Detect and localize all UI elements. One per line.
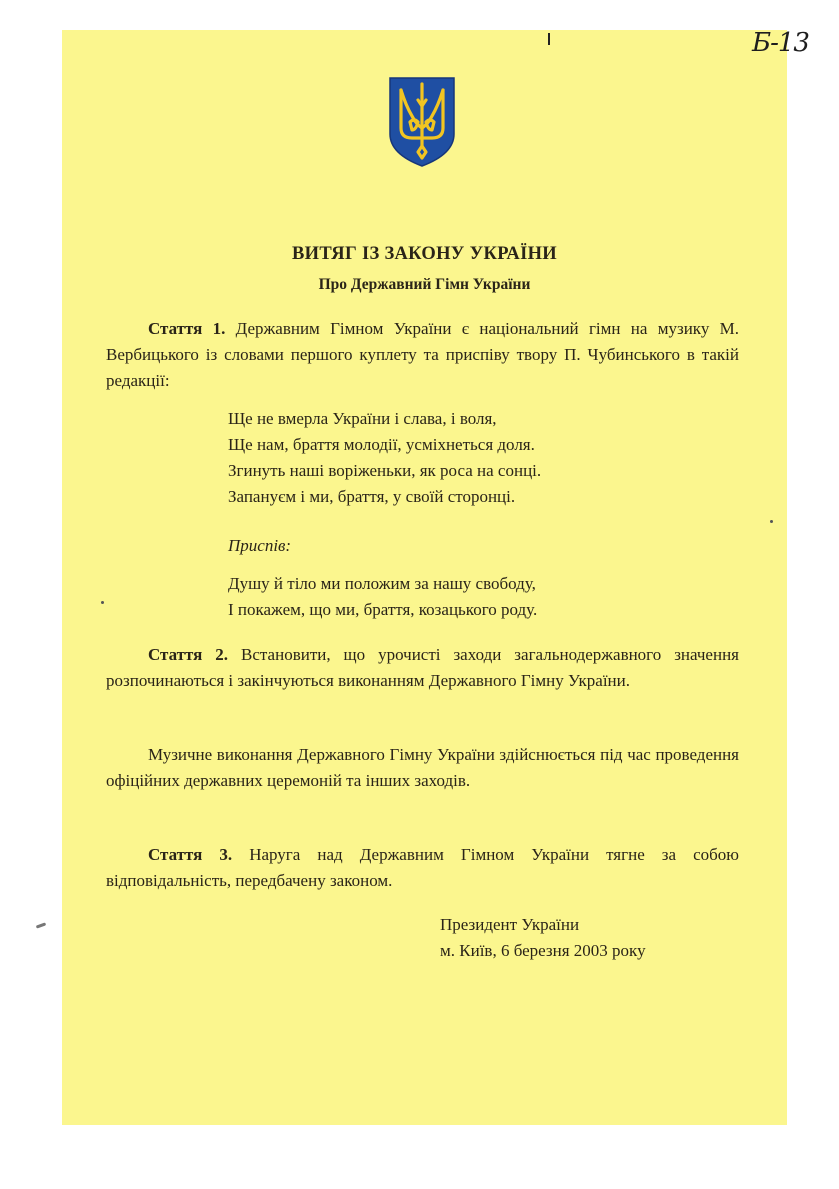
article-1-label: Стаття 1.	[148, 319, 226, 338]
article-3-paragraph	[106, 842, 739, 894]
refrain-label: Приспів:	[228, 536, 292, 555]
verse-line: Ще не вмерла України і слава, і воля,	[228, 409, 497, 428]
article-2-label: Стаття 2.	[148, 645, 229, 664]
article-3-text: Наруга над Державним Гімном України тягне за собою відповідальність, передбачену законом.	[106, 845, 739, 890]
anthem-verse	[228, 406, 708, 510]
verse-line: Згинуть наші воріженьки, як роса на сонці.	[228, 461, 542, 480]
document-subtitle: Про Державний Гімн України	[318, 276, 531, 293]
verse-line: Ще нам, браття молодії, усміхнеться доля.	[228, 435, 535, 454]
article-2-text: Встановити, що урочисті заходи загальнодержавного значення розпочинаються і закінчуються виконанням Державного Гімну України.	[106, 645, 739, 690]
article-1-text: Державним Гімном України є національний гімн на музику М. Вербицького із словами першого куплету та приспіву твору П. Чубинського в такій редакції:	[106, 319, 739, 390]
anthem-refrain	[228, 571, 708, 623]
document-title: ВИТЯГ ІЗ ЗАКОНУ УКРАЇНИ	[292, 244, 557, 264]
article-2-paragraph	[106, 642, 739, 694]
refrain-line: Душу й тіло ми положим за нашу свободу,	[228, 574, 536, 593]
signature-block	[440, 912, 646, 964]
article-1-paragraph	[106, 316, 739, 394]
refrain-line: І покажем, що ми, браття, козацького роду.	[228, 600, 538, 619]
article-2-second-text: Музичне виконання Державного Гімну України здійснюється під час проведення офіційних державних церемоній та інших заходів.	[106, 745, 739, 790]
signature-title: Президент України	[440, 915, 580, 934]
scan-mark	[36, 922, 46, 928]
page-mark-handwritten: Б-13	[752, 28, 809, 58]
verse-line: Запануєм і ми, браття, у своїй сторонці.	[228, 487, 516, 506]
article-2-second-paragraph	[106, 742, 739, 794]
scan-speck	[101, 601, 104, 604]
signature-place-date: м. Київ, 6 березня 2003 року	[440, 941, 646, 960]
scan-speck	[770, 520, 773, 523]
coat-of-arms-svg	[388, 76, 456, 168]
scan-mark	[548, 33, 550, 45]
trident-coat-of-arms-icon	[388, 76, 456, 168]
article-3-label: Стаття 3.	[148, 845, 233, 864]
